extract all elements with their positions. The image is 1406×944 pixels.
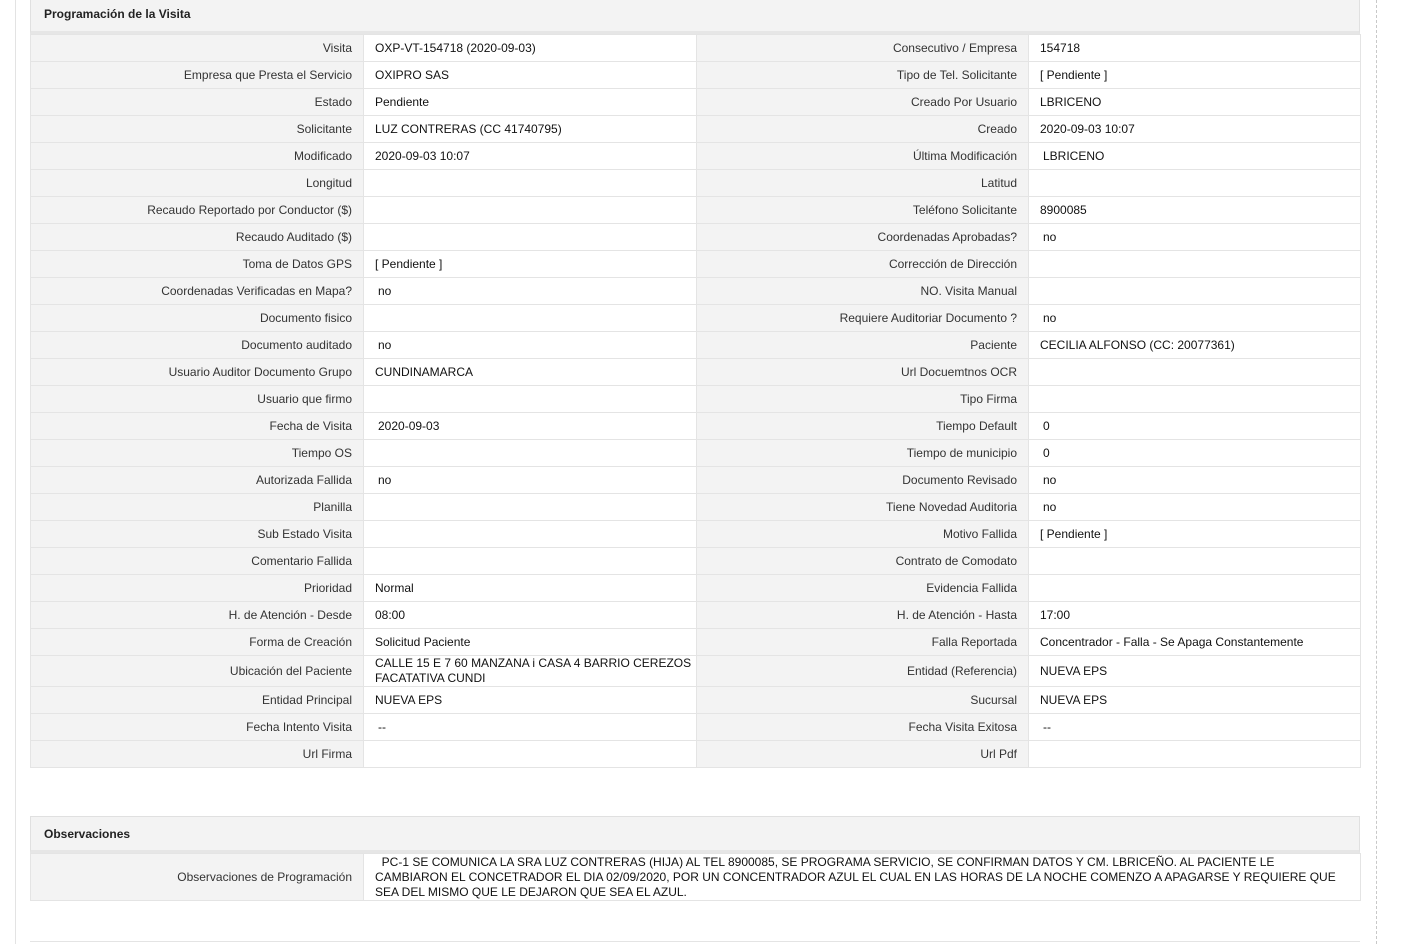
observaciones-table (30, 853, 1361, 901)
field-value: NUEVA EPS (1029, 656, 1361, 687)
field-label: Url Docuemtnos OCR (697, 359, 1029, 386)
field-label: H. de Atención - Desde (31, 602, 364, 629)
field-label: Sucursal (697, 687, 1029, 714)
observaciones-panel (30, 816, 1360, 901)
field-label: Teléfono Solicitante (697, 197, 1029, 224)
field-value (364, 305, 697, 332)
field-value: LUZ CONTRERAS (CC 41740795) (364, 116, 697, 143)
field-label: Creado Por Usuario (697, 89, 1029, 116)
field-value: Normal (364, 575, 697, 602)
field-value: LBRICENO (1029, 89, 1361, 116)
field-row (31, 251, 1361, 278)
right-dashed-border (1376, 0, 1377, 944)
field-label: Documento auditado (31, 332, 364, 359)
field-label: Url Firma (31, 741, 364, 768)
field-row (31, 224, 1361, 251)
field-value: 0 (1029, 413, 1361, 440)
field-label: Modificado (31, 143, 364, 170)
field-label: Evidencia Fallida (697, 575, 1029, 602)
field-label: Tiempo Default (697, 413, 1029, 440)
field-value (364, 494, 697, 521)
field-label: Tipo Firma (697, 386, 1029, 413)
field-value: OXP-VT-154718 (2020-09-03) (364, 35, 697, 62)
field-row (31, 629, 1361, 656)
field-row (31, 714, 1361, 741)
field-label: Fecha de Visita (31, 413, 364, 440)
field-row (31, 548, 1361, 575)
field-value (1029, 741, 1361, 768)
field-value: LBRICENO (1029, 143, 1361, 170)
field-row (31, 170, 1361, 197)
field-label: Falla Reportada (697, 629, 1029, 656)
field-value: no (1029, 494, 1361, 521)
field-row (31, 687, 1361, 714)
field-row (31, 386, 1361, 413)
field-label: Solicitante (31, 116, 364, 143)
field-label: H. de Atención - Hasta (697, 602, 1029, 629)
field-label: Corrección de Dirección (697, 251, 1029, 278)
field-label: NO. Visita Manual (697, 278, 1029, 305)
field-label: Recaudo Reportado por Conductor ($) (31, 197, 364, 224)
field-label: Coordenadas Aprobadas? (697, 224, 1029, 251)
field-value (364, 741, 697, 768)
field-value: no (364, 332, 697, 359)
field-value (1029, 386, 1361, 413)
field-value: [ Pendiente ] (364, 251, 697, 278)
field-label: Documento fisico (31, 305, 364, 332)
field-value (1029, 278, 1361, 305)
field-value (364, 197, 697, 224)
field-row (31, 656, 1361, 687)
field-label: Entidad Principal (31, 687, 364, 714)
field-label: Usuario Auditor Documento Grupo (31, 359, 364, 386)
field-value: CALLE 15 E 7 60 MANZANA i CASA 4 BARRIO CEREZOS FACATATIVA CUNDI (364, 656, 697, 687)
field-label: Fecha Visita Exitosa (697, 714, 1029, 741)
field-label: Prioridad (31, 575, 364, 602)
field-label: Latitud (697, 170, 1029, 197)
field-label: Contrato de Comodato (697, 548, 1029, 575)
field-row (31, 521, 1361, 548)
field-label: Paciente (697, 332, 1029, 359)
field-row (31, 62, 1361, 89)
field-row (31, 440, 1361, 467)
field-label: Última Modificación (697, 143, 1029, 170)
field-value: 2020-09-03 10:07 (1029, 116, 1361, 143)
field-value: 2020-09-03 10:07 (364, 143, 697, 170)
field-value: 0 (1029, 440, 1361, 467)
field-value: [ Pendiente ] (1029, 521, 1361, 548)
field-label: Estado (31, 89, 364, 116)
field-value: -- (364, 714, 697, 741)
field-value: Pendiente (364, 89, 697, 116)
observaciones-value: PC-1 SE COMUNICA LA SRA LUZ CONTRERAS (HIJA) AL TEL 8900085, SE PROGRAMA SERVICIO, SE CONFIRMAN DATOS Y CM. LBRICEÑO. AL PACIENTE LE CAMBIARON EL CONCETRADOR EL DIA 02/09/2020, POR UN CONCENTRADOR AZUL EL CUAL EN LAS HORAS DE LA NOCHE COMENZO A APAGARSE Y REQUIERE QUE SEA DEL MISMO QUE LE DEJARON QUE SEA EL AZUL. (364, 854, 1361, 901)
field-label: Documento Revisado (697, 467, 1029, 494)
field-value: no (1029, 467, 1361, 494)
field-value (1029, 359, 1361, 386)
field-row (31, 89, 1361, 116)
field-value: no (1029, 305, 1361, 332)
observaciones-label: Observaciones de Programación (31, 854, 364, 901)
field-row (31, 332, 1361, 359)
programacion-table (30, 34, 1361, 768)
field-label: Tiene Novedad Auditoria (697, 494, 1029, 521)
field-value: no (364, 467, 697, 494)
field-value: no (1029, 224, 1361, 251)
field-value: OXIPRO SAS (364, 62, 697, 89)
field-value: 17:00 (1029, 602, 1361, 629)
field-row (31, 741, 1361, 768)
field-row (31, 413, 1361, 440)
observaciones-title: Observaciones (30, 816, 1360, 853)
field-row (31, 278, 1361, 305)
field-label: Autorizada Fallida (31, 467, 364, 494)
field-label: Tipo de Tel. Solicitante (697, 62, 1029, 89)
field-value: CECILIA ALFONSO (CC: 20077361) (1029, 332, 1361, 359)
field-value (364, 440, 697, 467)
field-value: NUEVA EPS (364, 687, 697, 714)
field-label: Visita (31, 35, 364, 62)
field-row (31, 197, 1361, 224)
field-label: Toma de Datos GPS (31, 251, 364, 278)
field-value: CUNDINAMARCA (364, 359, 697, 386)
field-value (1029, 575, 1361, 602)
field-label: Planilla (31, 494, 364, 521)
next-panel-edge (30, 941, 1360, 942)
field-row (31, 467, 1361, 494)
field-value (1029, 251, 1361, 278)
field-label: Tiempo OS (31, 440, 364, 467)
field-label: Url Pdf (697, 741, 1029, 768)
field-label: Comentario Fallida (31, 548, 364, 575)
field-label: Creado (697, 116, 1029, 143)
field-value (364, 548, 697, 575)
field-label: Coordenadas Verificadas en Mapa? (31, 278, 364, 305)
field-value (1029, 548, 1361, 575)
field-row (31, 359, 1361, 386)
field-value: -- (1029, 714, 1361, 741)
field-value: [ Pendiente ] (1029, 62, 1361, 89)
field-value (364, 521, 697, 548)
field-label: Entidad (Referencia) (697, 656, 1029, 687)
field-row (31, 305, 1361, 332)
observaciones-row (31, 854, 1361, 901)
field-label: Fecha Intento Visita (31, 714, 364, 741)
field-value (364, 170, 697, 197)
programacion-title: Programación de la Visita (30, 0, 1360, 34)
programacion-panel (30, 0, 1360, 768)
field-label: Requiere Auditoriar Documento ? (697, 305, 1029, 332)
field-label: Consecutivo / Empresa (697, 35, 1029, 62)
field-value: no (364, 278, 697, 305)
field-value (364, 386, 697, 413)
field-row (31, 494, 1361, 521)
field-value (364, 224, 697, 251)
field-label: Ubicación del Paciente (31, 656, 364, 687)
left-border (15, 0, 16, 944)
field-value: 154718 (1029, 35, 1361, 62)
field-label: Usuario que firmo (31, 386, 364, 413)
field-label: Forma de Creación (31, 629, 364, 656)
field-value: Concentrador - Falla - Se Apaga Constantemente (1029, 629, 1361, 656)
field-label: Motivo Fallida (697, 521, 1029, 548)
field-label: Longitud (31, 170, 364, 197)
field-row (31, 35, 1361, 62)
field-label: Tiempo de municipio (697, 440, 1029, 467)
field-value: 2020-09-03 (364, 413, 697, 440)
field-row (31, 143, 1361, 170)
field-row (31, 575, 1361, 602)
field-row (31, 602, 1361, 629)
field-value: 08:00 (364, 602, 697, 629)
field-value (1029, 170, 1361, 197)
field-row (31, 116, 1361, 143)
field-value: Solicitud Paciente (364, 629, 697, 656)
field-value: NUEVA EPS (1029, 687, 1361, 714)
field-label: Recaudo Auditado ($) (31, 224, 364, 251)
field-label: Sub Estado Visita (31, 521, 364, 548)
field-label: Empresa que Presta el Servicio (31, 62, 364, 89)
field-value: 8900085 (1029, 197, 1361, 224)
